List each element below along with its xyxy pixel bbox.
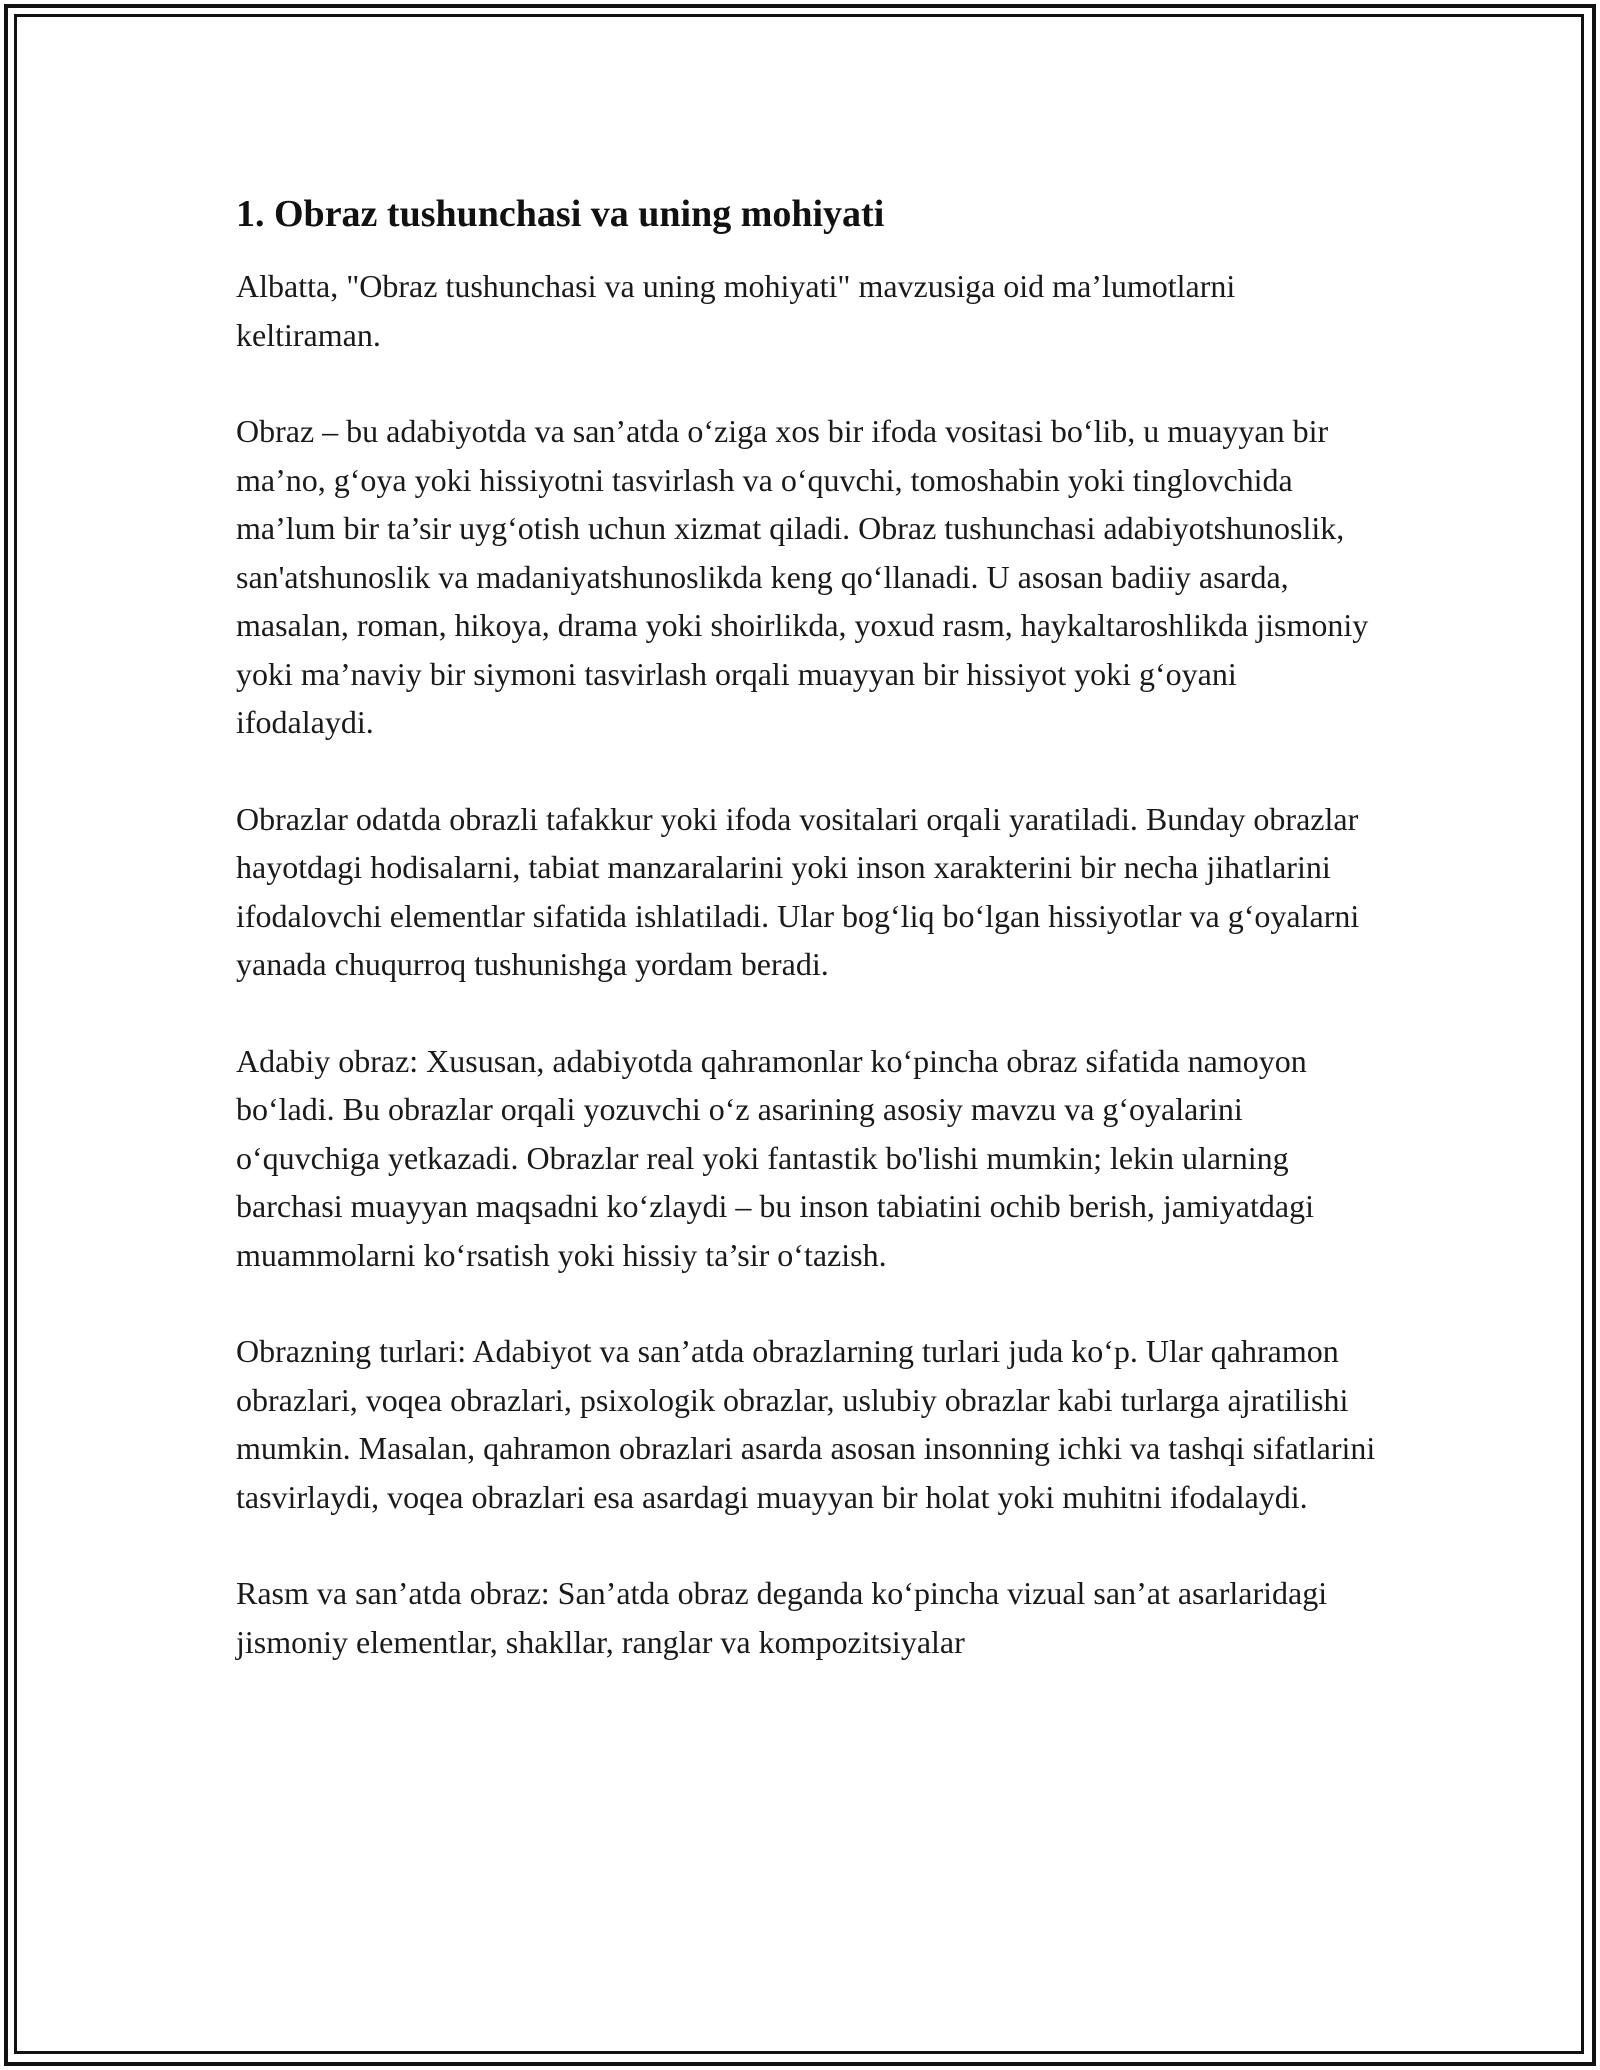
paragraph-creation: Obrazlar odatda obrazli tafakkur yoki ifoda vositalari orqali yaratiladi. Bunday obrazlar hayotdagi hodisalarni, tabiat manzaralarini yoki inson xarakterini bir necha jihatlarini ifodalovchi elementlar sifatida ishlatiladi. Ular bog‘liq bo‘lgan hissiyotlar va g‘oyalarni yanada chuqurroq tushunishga yordam beradi. [236,800,1360,982]
paragraph-definition: Obraz – bu adabiyotda va san’atda o‘ziga xos bir ifoda vositasi bo‘lib, u muayyan bir ma’no, g‘oya yoki hissiyotni tasvirlash va o‘quvchi, tomoshabin yoki tinglovchida ma’lum bir ta’sir uyg‘otish uchun xizmat qiladi. Obraz tushunchasi adabiyotshunoslik, san'atshunoslik va madaniyatshunoslikda keng qo‘llanadi. U asosan badiiy asarda, masalan, roman, hikoya, drama yoki shoirlikda, yoxud rasm, haykaltaroshlikda jismoniy yoki ma’naviy bir siymoni tasvirlash orqali muayyan bir hissiyot yoki g‘oyani ifodalaydi. [236,413,1369,740]
paragraph-literary-image: Adabiy obraz: Xususan, adabiyotda qahramonlar ko‘pincha obraz sifatida namoyon bo‘ladi. Bu obrazlar orqali yozuvchi o‘z asarining asosiy mavzu va g‘oyalarini o‘quvchiga yetkazadi. Obrazlar real yoki fantastik bo'lishi mumkin; lekin ularning barchasi muayyan maqsadni ko‘zlaydi – bu inson tabiatini ochib berish, jamiyatdagi muammolarni ko‘rsatish yoki hissiy ta’sir o‘tazish. [236,1042,1314,1273]
section-heading: 1. Obraz tushunchasi va uning mohiyati [236,193,885,235]
paragraph-intro: Albatta, "Obraz tushunchasi va uning mohiyati" mavzusiga oid ma’lumotlarni keltiraman. [236,268,1236,353]
document-body [236,188,1376,1714]
paragraph-art-image: Rasm va san’atda obraz: San’atda obraz deganda ko‘pincha vizual san’at asarlaridagi jismoniy elementlar, shakllar, ranglar va kompozitsiyalar [236,1575,1328,1660]
paragraph-image-types: Obrazning turlari: Adabiyot va san’atda obrazlarning turlari juda ko‘p. Ular qahramon obrazlari, voqea obrazlari, psixologik obrazlar, uslubiy obrazlar kabi turlarga ajratilishi mumkin. Masalan, qahramon obrazlari asarda asosan insonning ichki va tashqi sifatlarini tasvirlaydi, voqea obrazlari esa asardagi muayyan bir holat yoki muhitni ifodalaydi. [236,1333,1376,1515]
